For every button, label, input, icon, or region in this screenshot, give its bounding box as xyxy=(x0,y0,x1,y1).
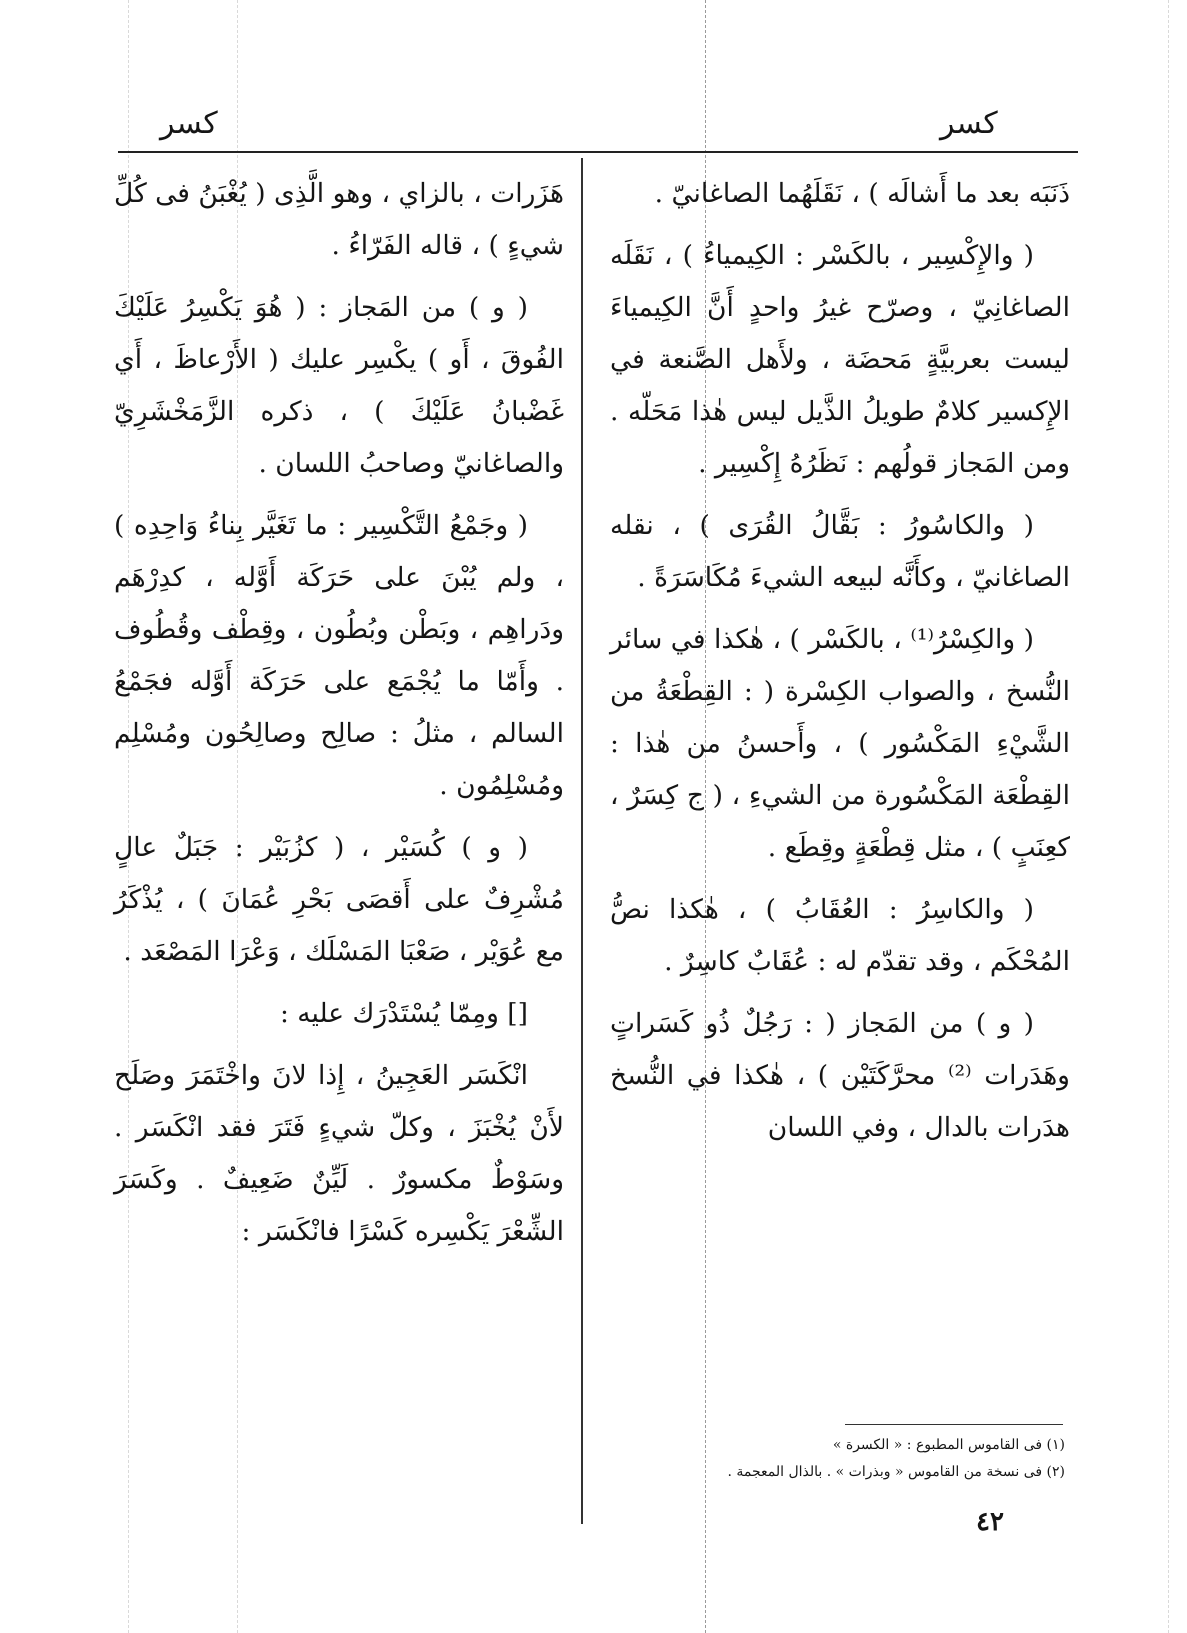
entry-paragraph: ( والكِسْرُ⁽¹⁾ ، بالكَسْر ) ، هٰكذا في سائر النُّسخ ، والصواب الكِسْرة ( : القِطْعَةُ من الشَّيْءِ المَكْسُور ) ، وأَحسنُ من هٰذا : القِطْعَة المَكْسُورة من الشيءِ ، ( ج كِسَرٌ ، كعِنَبٍ ) ، مثل قِطْعَةٍ وقِطَع . xyxy=(610,624,1070,863)
scan-guide-line xyxy=(1168,0,1169,1633)
entry-paragraph: ( والإِكْسِير ، بالكَسْر : الكِيمياءُ ) ، نَقَلَه الصاغانِيّ ، وصرّح غيرُ واحدٍ أَنَّ الكِيمياءَ ليست بعربيَّةٍ مَحضَة ، ولأَهل الصَّنعة في الإِكسير كلامٌ طويلُ الذَّيل ليس هٰذا مَحَلّه . ومن المَجاز قولُهم : نَظَرُهُ إِكْسِير . xyxy=(610,240,1070,479)
footnote-rule xyxy=(845,1424,1063,1425)
column-divider xyxy=(581,158,583,1524)
entry-paragraph: ( والكاسُورُ : بَقَّالُ القُرَى ) ، نقله الصاغانيّ ، وكأَنَّه لبيعه الشيءَ مُكَاسَرَةً . xyxy=(610,510,1070,593)
entry-paragraph: ( والكاسِرُ : العُقَابُ ) ، هٰكذا نصُّ المُحْكَم ، وقد تقدّم له : عُقَابٌ كاسِرٌ . xyxy=(610,894,1070,977)
entry-paragraph: ( و ) كُسَيْر ، ( كزُبَيْر : جَبَلٌ عالٍ مُشْرِفٌ على أَقصَى بَحْرِ عُمَانَ ) ، يُذْكَرُ مع عُوَيْر ، صَعْبَا المَسْلَك ، وَعْرَا المَصْعَد . xyxy=(114,832,564,967)
entry-paragraph: انْكَسَر العَجِينُ ، إِذا لانَ واخْتَمَرَ وصَلَح لأَنْ يُخْبَزَ ، وكلّ شيءٍ فَتَرَ فقد انْكَسَر . وسَوْطٌ مكسورٌ . لَيِّنٌ ضَعِيفٌ . وكَسَرَ الشِّعْرَ يَكْسِره كَسْرًا فانْكَسَر : xyxy=(114,1060,564,1247)
running-head-left: كسر xyxy=(160,106,218,141)
footnote-1: (١) فى القاموس المطبوع : « الكسرة » xyxy=(832,1437,1065,1453)
entry-paragraph: ذَنَبَه بعد ما أَشالَه ) ، نَقَلَهُما الصاغانيّ . xyxy=(654,178,1070,209)
running-head-right: كسر xyxy=(940,106,998,141)
footnote-2: (٢) فى نسخة من القاموس « وبذرات » . بالذال المعجمة . xyxy=(727,1464,1065,1480)
page-number: ٤٢ xyxy=(976,1507,1004,1537)
entry-paragraph: ( وجَمْعُ التَّكْسِير : ما تَغَيَّر بِناءُ وَاحِدِه ) ، ولم يُبْنَ على حَرَكَة أَوَّله ، كدِرْهَم ودَراهِم ، وبَطْن وبُطُون ، وقِطْف وقُطُوف . وأَمّا ما يُجْمَع على حَرَكَة أَوَّله فجَمْعُ السالم ، مثلُ : صالِح وصالِحُون ومُسْلِم ومُسْلِمُون . xyxy=(114,510,564,801)
entry-paragraph: هَزَرات ، بالزاي ، وهو الَّذِى ( يُغْبَنُ فى كُلِّ شيءٍ ) ، قاله الفَرّاءُ . xyxy=(114,178,564,261)
entry-paragraph: ( و ) من المَجاز : ( هُوَ يَكْسِرُ عَلَيْكَ الفُوقَ ، أَو ) يكْسِر عليك ( الأَرْعاظَ ، أَي غَضْبانُ عَلَيْكَ ) ، ذكره الزَّمَخْشَرِيّ والصاغانيّ وصاحبُ اللسان . xyxy=(114,292,564,479)
footnotes xyxy=(610,1432,1065,1486)
entry-paragraph: [] ومِمّا يُسْتَدْرَك عليه : xyxy=(279,998,528,1029)
header-rule xyxy=(118,151,1078,153)
entry-paragraph: ( و ) من المَجاز ( : رَجُلٌ ذُو كَسَراتٍ وهَدَرات ⁽²⁾ محرَّكَتَيْن ) ، هٰكذا في النُّسخ هدَرات بالدال ، وفي اللسان xyxy=(610,1008,1070,1143)
right-column xyxy=(610,168,1070,1164)
left-column xyxy=(114,168,564,1268)
